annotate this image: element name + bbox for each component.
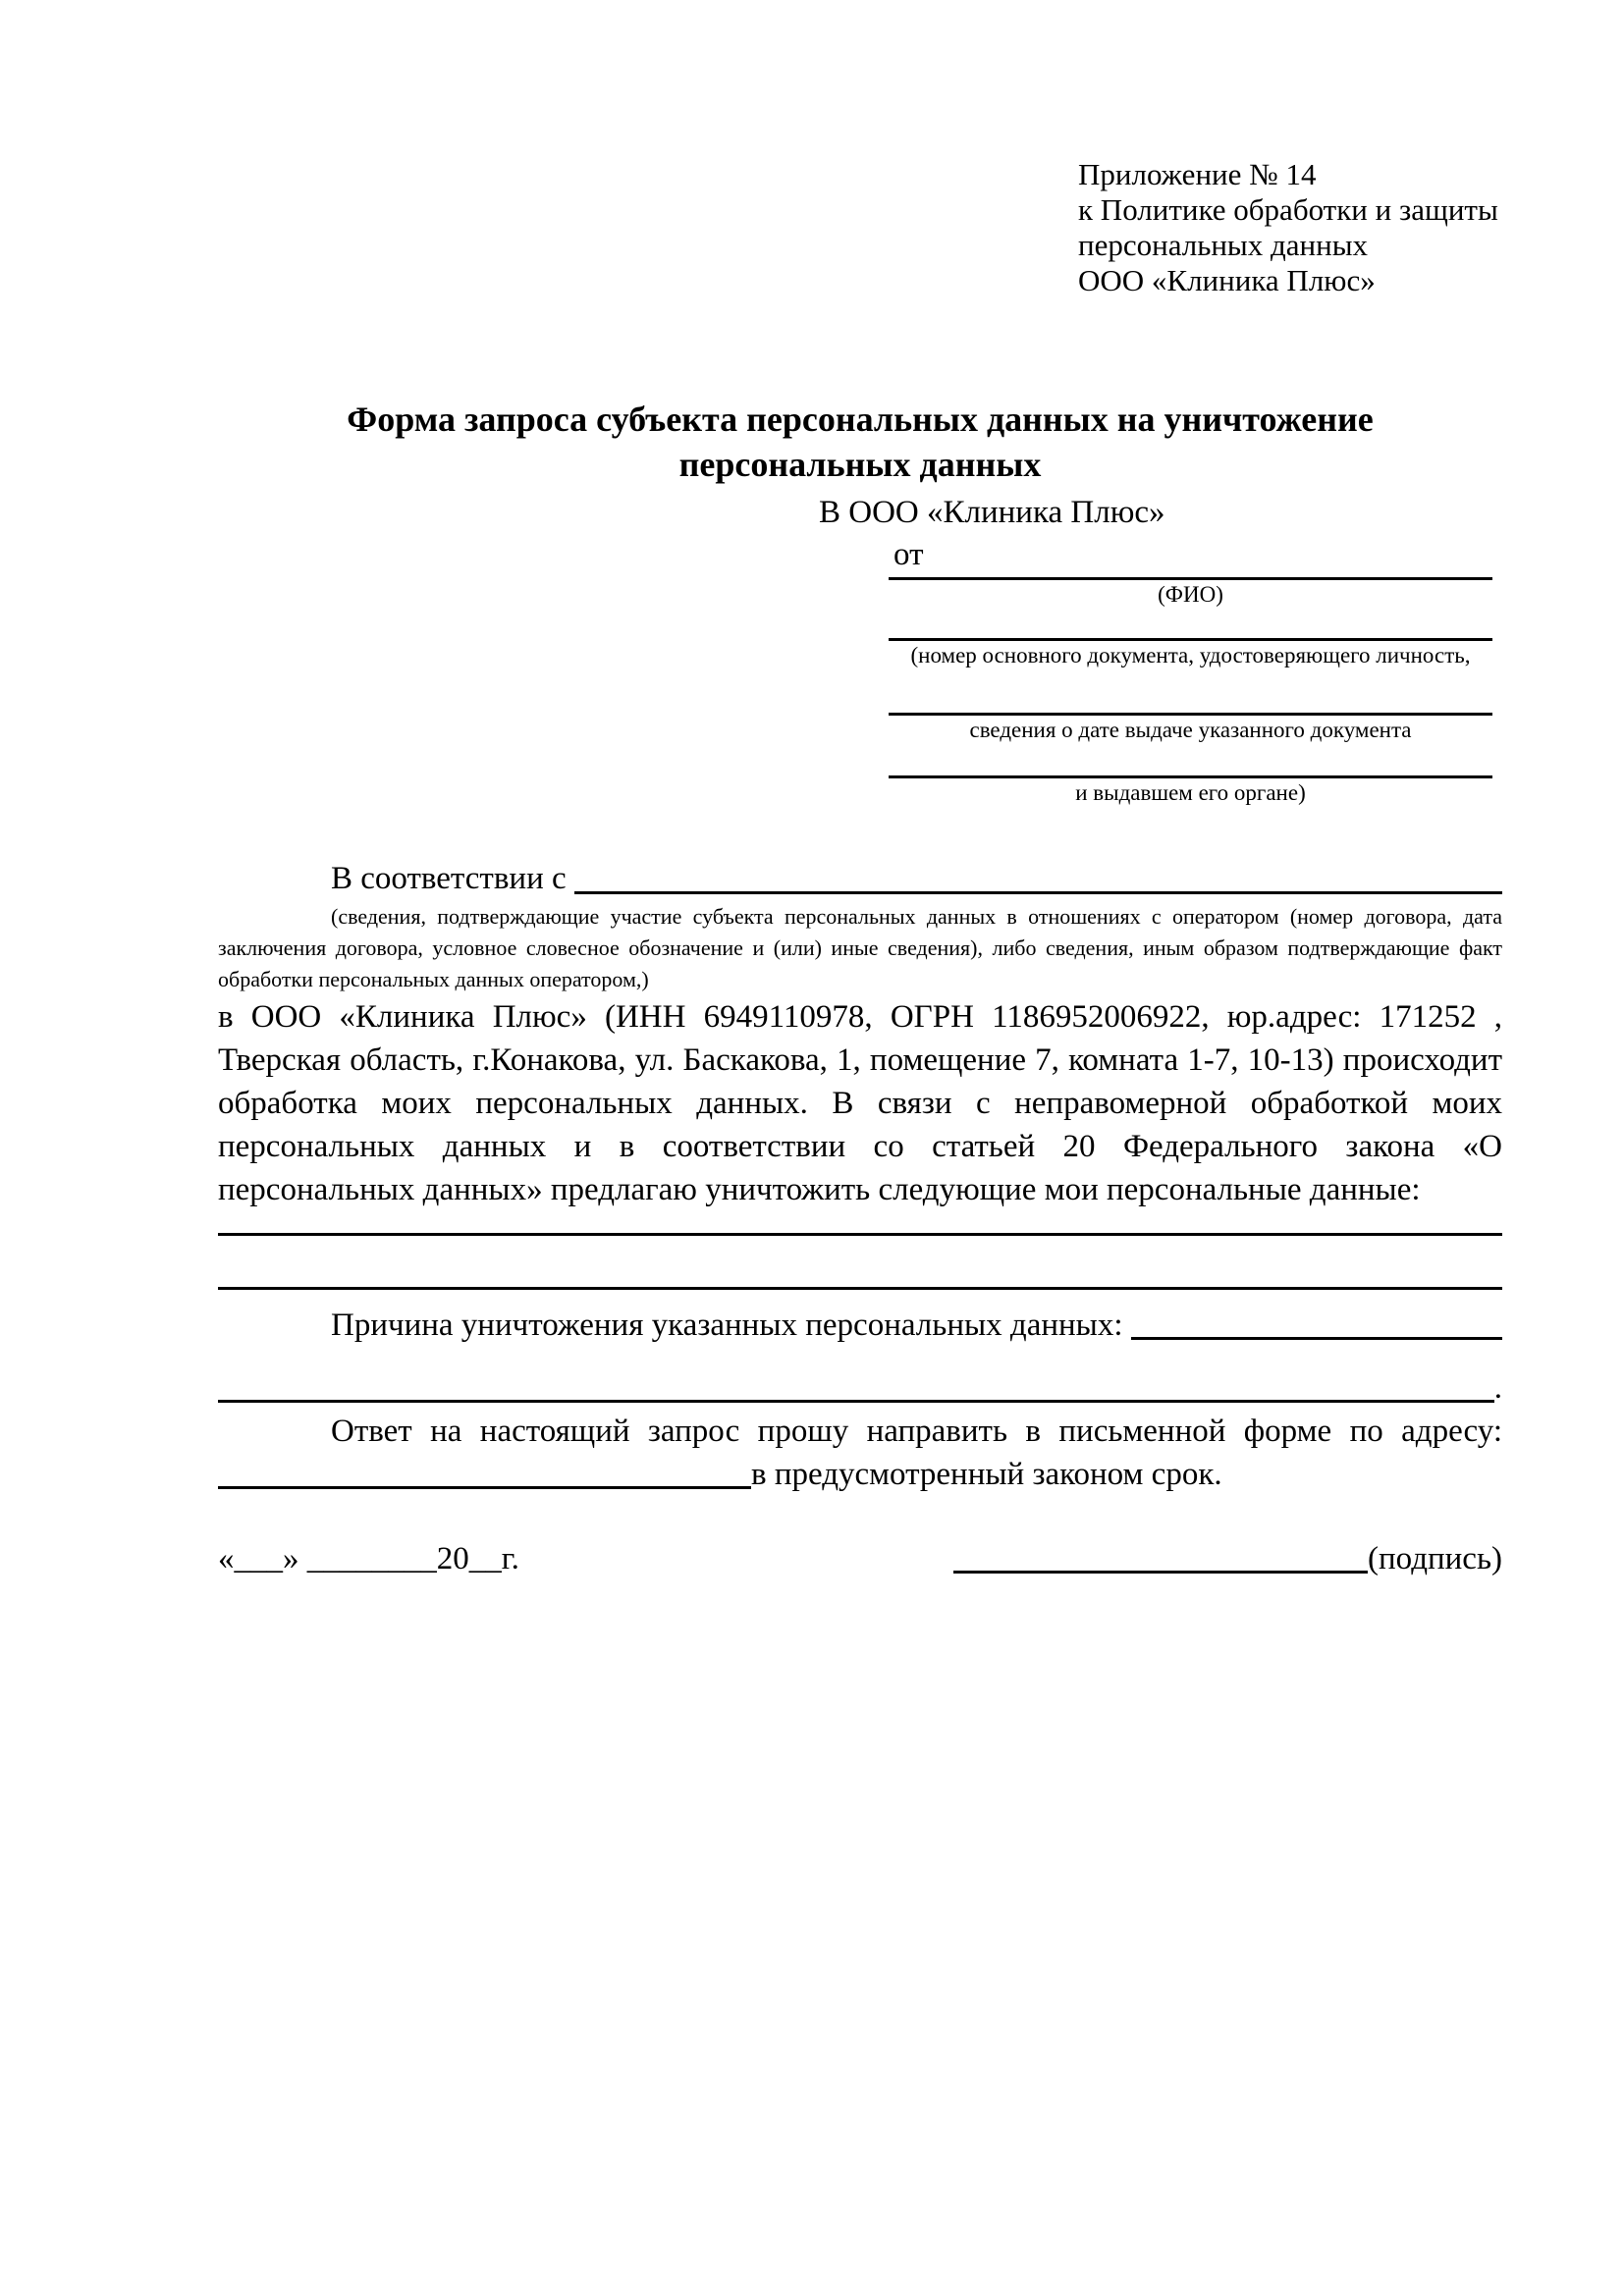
appendix-line: Приложение № 14 <box>1078 157 1317 191</box>
id-document-blank-line <box>889 638 1492 641</box>
accordance-lead: В соответствии с <box>331 861 567 896</box>
reason-row <box>218 1304 1502 1347</box>
signature-group <box>953 1537 1502 1580</box>
appendix-header <box>1078 157 1502 298</box>
accordance-blank-line <box>574 856 1502 894</box>
fio-blank-line <box>889 577 1492 580</box>
accordance-note: (сведения, подтверждающие участие субъекта персональных данных в отношениях с оператором (номер договора, дата заключения договора, условное словесное обозначение и (или) иные сведения), либо сведения, иным образом подтверждающие факт обработки персональных данных оператором,) <box>218 904 1502 991</box>
reason-label: Причина уничтожения указанных персональных данных: <box>331 1308 1123 1343</box>
issuing-authority-blank-line <box>889 775 1492 778</box>
address-row <box>218 1453 1502 1496</box>
fio-caption: (ФИО) <box>1158 582 1223 607</box>
request-body: в ООО «Клиника Плюс» (ИНН 6949110978, ОГРН 1186952006922, юр.адрес: 171252 , Тверская область, г.Конакова, ул. Баскакова, 1, помещение 7, комната 1-7, 10-13) происходит обработка моих персональных данных. В связи с неправомерной обработкой моих персональных данных и в соответствии со статьей 20 Федерального закона «О персональных данных» предлагаю уничтожить следующие мои персональные данные: <box>218 999 1502 1207</box>
date-signature-row <box>218 1537 1502 1580</box>
period-text: . <box>1493 1370 1502 1406</box>
form-title: Форма запроса субъекта персональных данных на уничтожение персональных данных <box>347 400 1374 484</box>
data-blank-line-1 <box>218 1233 1502 1236</box>
appendix-line: ООО «Клиника Плюс» <box>1078 263 1376 297</box>
date-placeholder: «___» ________20__г. <box>218 1541 519 1576</box>
accordance-row <box>218 856 1502 901</box>
issuing-authority-caption: и выдавшем его органе) <box>1075 780 1306 805</box>
answer-tail: в предусмотренный законом срок. <box>751 1457 1222 1492</box>
id-document-caption: (номер основного документа, удостоверяющего личность, <box>910 643 1471 667</box>
signature-caption: (подпись) <box>1368 1541 1502 1576</box>
reason-continuation-row <box>218 1366 1502 1410</box>
signature-blank-line <box>953 1571 1368 1574</box>
answer-request-line: Ответ на настоящий запрос прошу направить в письменной форме по адресу: <box>331 1414 1502 1449</box>
from-label: от <box>893 537 924 572</box>
appendix-line: персональных данных <box>1078 228 1369 262</box>
reason-continuation-line <box>218 1366 1494 1403</box>
applicant-fields <box>889 577 1492 807</box>
data-blank-line-2 <box>218 1287 1502 1290</box>
reason-blank-line <box>1131 1304 1502 1340</box>
address-blank-line <box>218 1453 751 1489</box>
addressee-line: В ООО «Клиника Плюс» <box>819 495 1165 530</box>
issue-date-blank-line <box>889 713 1492 716</box>
issue-date-caption: сведения о дате выдаче указанного документа <box>969 718 1412 742</box>
appendix-line: к Политике обработки и защиты <box>1078 192 1498 227</box>
